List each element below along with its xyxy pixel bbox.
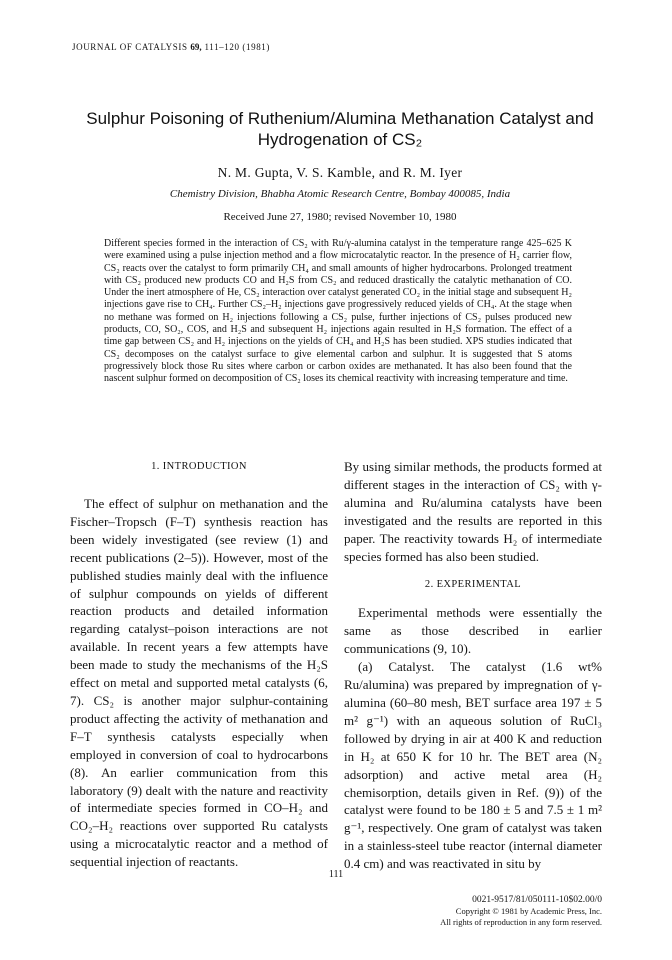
received-dates: Received June 27, 1980; revised November 10, 1980 — [223, 211, 457, 223]
section-heading-introduction: 1. INTRODUCTION — [151, 461, 247, 472]
catalyst-paragraph: (a) Catalyst. The catalyst (1.6 wt% Ru/alumina) was prepared by impregnation of γ-alumina (60–80 mesh, BET surface area 197 ± 5 m² g⁻¹) with an aqueous solution of RuCl₃ followed by drying in air at 400 K and reduction in H₂ at 650 K for 10 hr. The BET area (N₂ adsorption) and active metal area (H₂ chemisorption, details given in Ref. (9)) of the catalyst were found to be 180 ± 5 and 7.5 ± 1 m² g⁻¹, respectively. One gram of catalyst was taken in a stainless-steel tube reactor (internal diameter 0.4 cm) and was reactivated in situ by — [344, 659, 602, 872]
rights-line: All rights of reproduction in any form reserved. — [440, 917, 602, 927]
copyright-footer — [440, 895, 602, 928]
journal-name: JOURNAL OF CATALYSIS — [72, 42, 188, 52]
experimental-paragraph: Experimental methods were essentially the same as those described in earlier communications (9, 10). — [344, 605, 602, 657]
paper-title: Sulphur Poisoning of Ruthenium/Alumina Methanation Catalyst and Hydrogenation of CS₂ — [86, 109, 594, 149]
journal-volume: 69, — [190, 42, 202, 52]
abstract: Different species formed in the interaction of CS₂ with Ru/γ-alumina catalyst in the temperature range 425–625 K were examined using a pulse injection method and a flow microcatalytic reactor. In the presence of H₂ carrier flow, CS₂ reacts over the catalyst to form primarily CH₄ and small amounts of higher hydrocarbons. Prolonged treatment with CS₂ produced new products CO and H₂S from CS₂ and reduced drastically the catalytic methanation of CO. Under the inert atmosphere of He, CS₂ interaction over catalyst generated CO₂ in the initial stage and subsequent H₂ injections gave rise to CH₄. Further CS₂–H₂ injections gave progressively reduced yields of CH₄. At the stage when no methane was formed on H₂ injections following a CS₂ pulse, further injections of CS₂ pulses produced new products, CO, SO₂, COS, and H₂S and subsequent H₂ injections again resulted in H₂S formation. The effect of a time gap between CS₂ and H₂ injections on the yields of CH₄ and H₂S has been studied. XPS studies indicated that CS₂ decomposes on the catalyst surface to give elemental carbon and sulphur. It is suggested that S atoms progressively block those Ru sites where carbon or carbon oxides are methanated. It has also been found that the nascent sulphur formed on decomposition of CS₂ loses its chemical reactivity with increasing temperature and time. — [104, 238, 572, 385]
journal-header — [72, 42, 270, 52]
page-number: 111 — [328, 869, 344, 880]
author-list: N. M. Gupta, V. S. Kamble, and R. M. Iyer — [217, 165, 463, 180]
copyright-line: Copyright © 1981 by Academic Press, Inc. — [455, 906, 602, 916]
introduction-paragraph: The effect of sulphur on methanation and the Fischer–Tropsch (F–T) synthesis reaction has been widely investigated (see review (1) and recent publications (2–5)). However, most of the published studies mainly deal with the influence of sulphur compounds on yields of different reaction products and detailed information regarding catalyst–poison interactions are not available. In recent years a few attempts have been made to study the mechanisms of the H₂S effect on metal and supported metal catalysts (6, 7). CS₂ is another major sulphur-containing product affecting the activity of methanation and F–T synthesis catalysts especially when employed in conversion of coal to hydrocarbons (8). An earlier communication from this laboratory (9) dealt with the nature and reactivity of intermediate species formed in CO–H₂ and CO₂–H₂ reactions over supported Ru catalysts using a microcatalytic reactor and a method of sequential injection of reactants. — [70, 496, 328, 870]
section-heading-experimental: 2. EXPERIMENTAL — [424, 579, 522, 591]
journal-pages: 111–120 (1981) — [204, 42, 271, 52]
affiliation: Chemistry Division, Bhabha Atomic Research Centre, Bombay 400085, India — [169, 188, 511, 200]
right-column — [344, 458, 602, 873]
article-code: 0021-9517/81/050111-10$02.00/0 — [472, 895, 602, 905]
left-column — [70, 458, 328, 871]
introduction-continued: By using similar methods, the products formed at different stages in the interaction of CS₂ with γ-alumina and Ru/alumina catalysts have been investigated and the results are reported in this paper. The reactivity towards H₂ of intermediate species formed has also been studied. — [344, 459, 602, 564]
